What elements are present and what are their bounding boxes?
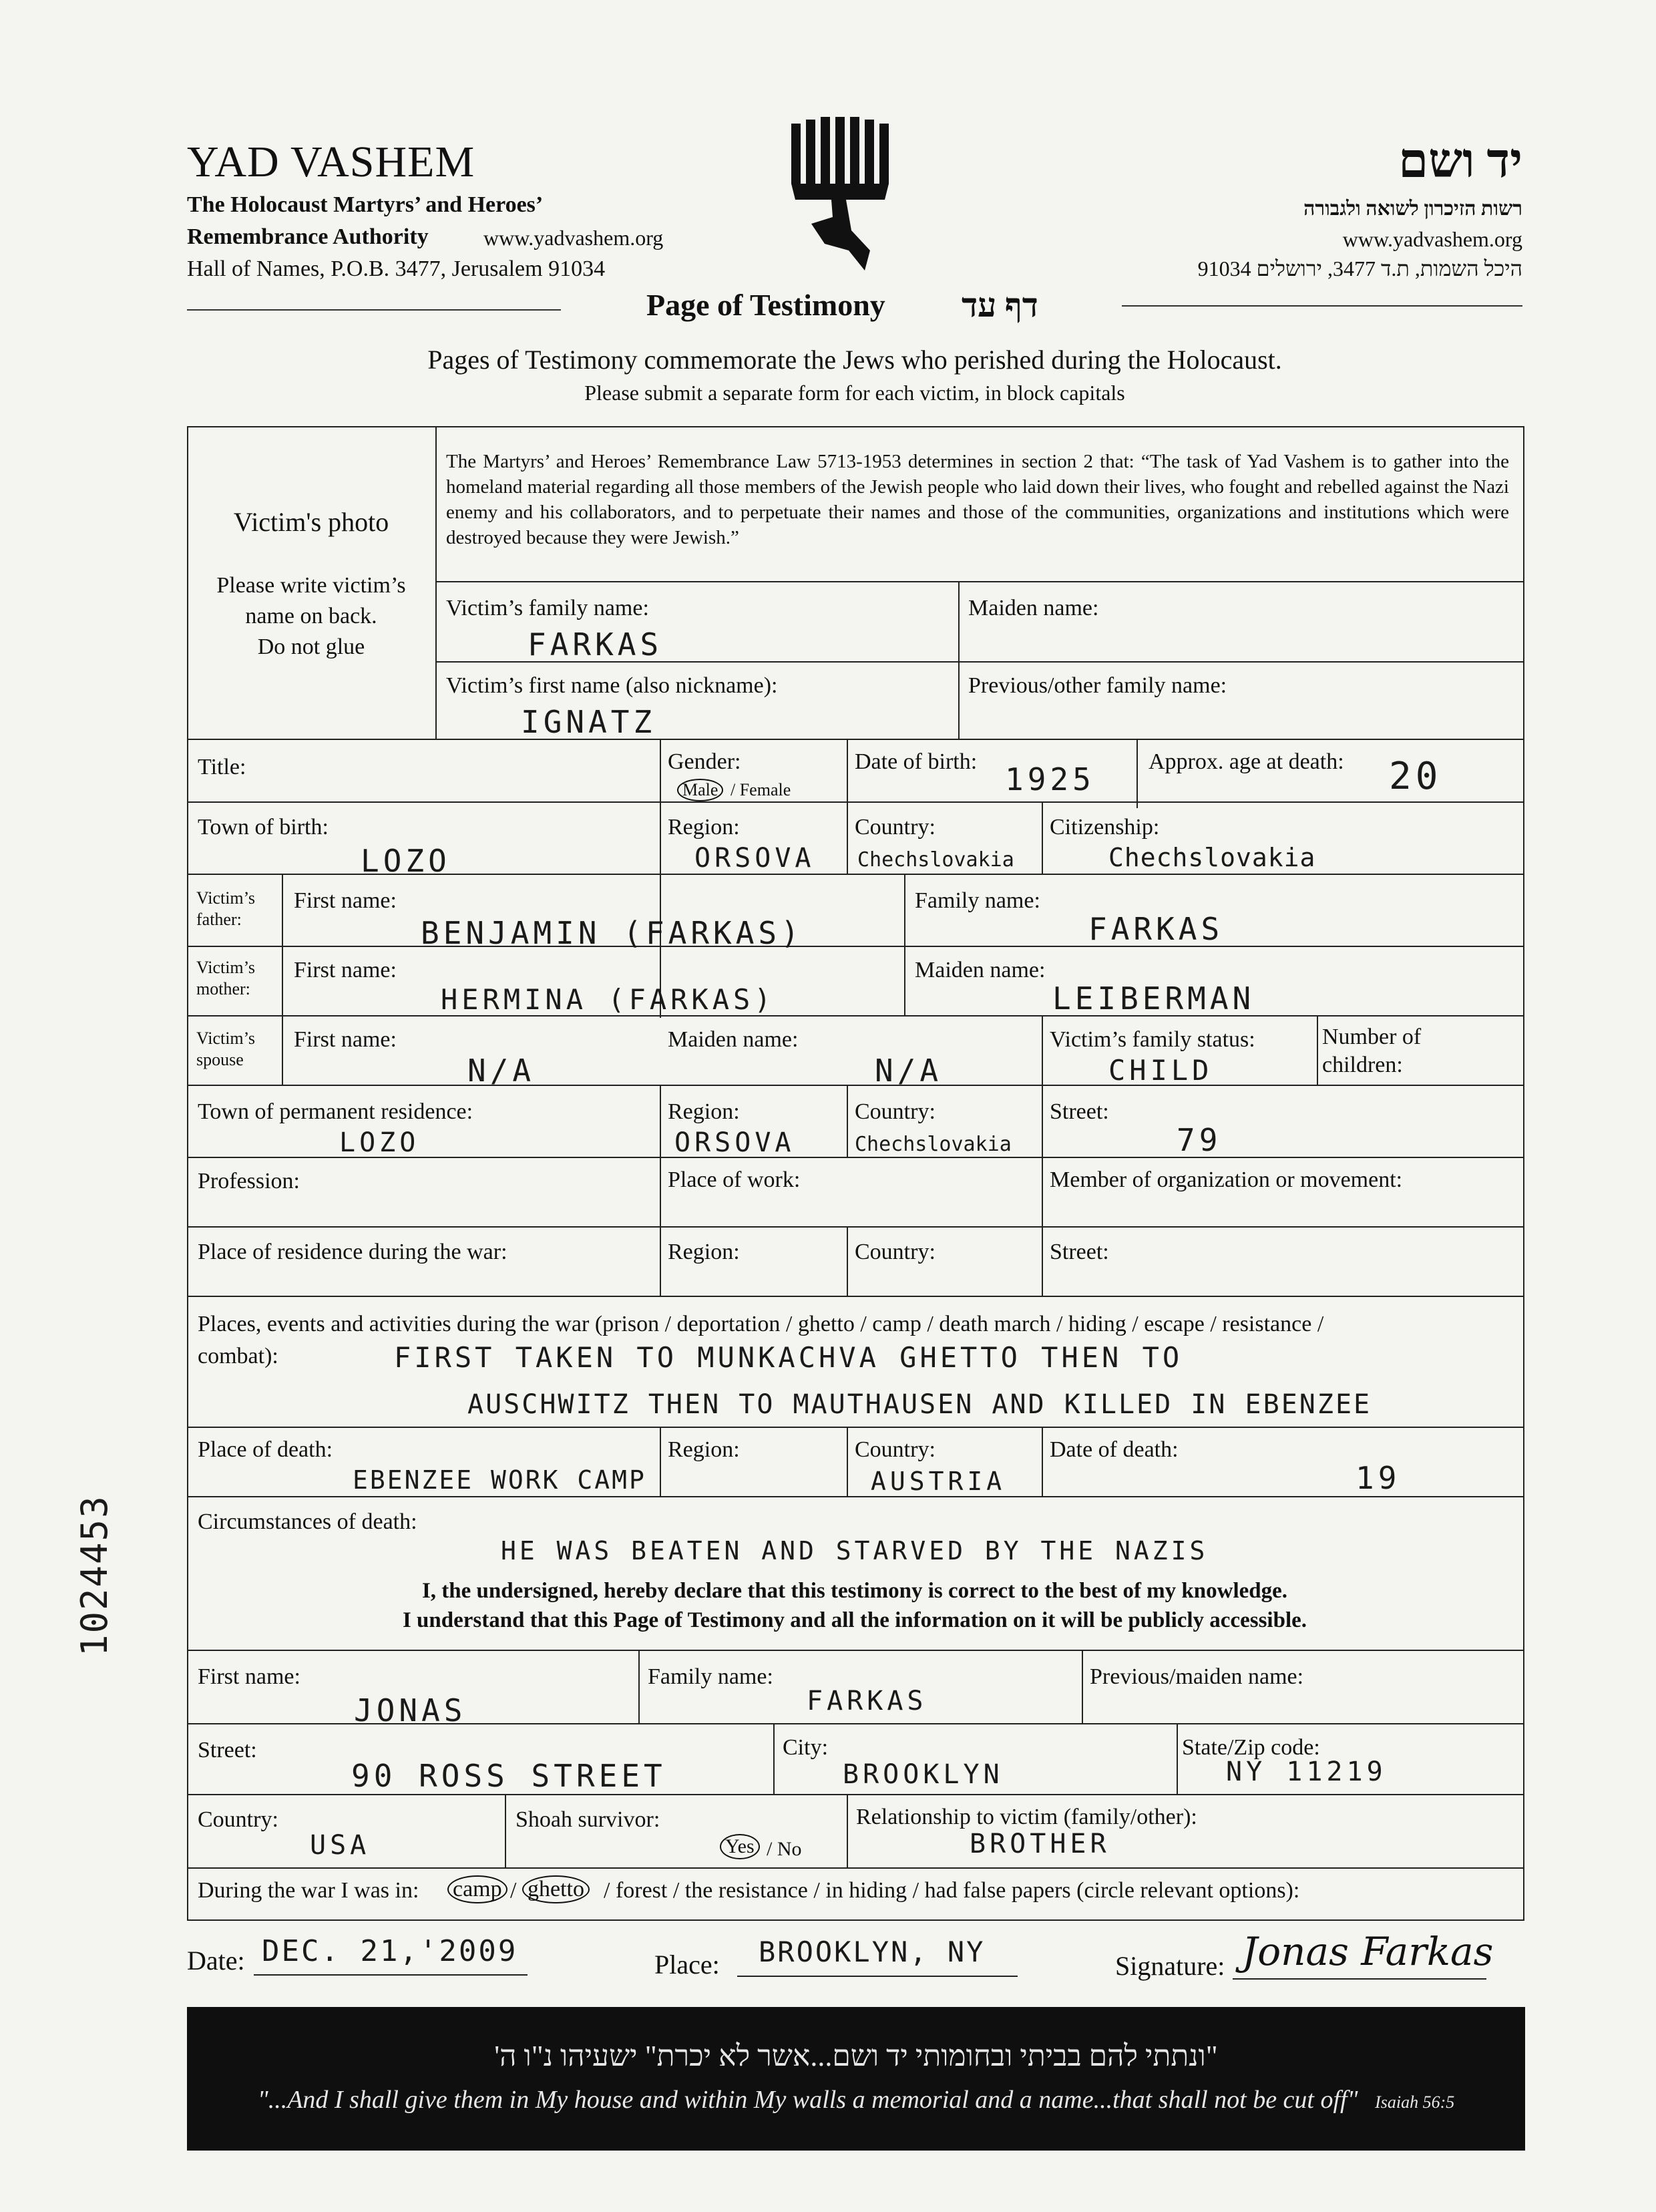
hebrew-authority: רשות הזיכרון לשואה ולגבורה <box>1303 198 1522 220</box>
dob-value[interactable]: 1925 <box>1005 761 1095 797</box>
mother-maiden-value[interactable]: LEIBERMAN <box>1052 980 1255 1017</box>
date-label: Date: <box>187 1946 245 1976</box>
family-name-value[interactable]: FARKAS <box>528 626 663 663</box>
spouse-label-2: spouse <box>196 1050 244 1069</box>
prev-family-label: Previous/other family name: <box>968 673 1227 698</box>
age-death-value[interactable]: 20 <box>1389 755 1442 798</box>
residence-war-label: Place of residence during the war: <box>198 1240 507 1264</box>
country-birth-value[interactable]: Chechslovakia <box>857 848 1014 872</box>
country-birth-label: Country: <box>855 815 936 840</box>
relationship-value[interactable]: BROTHER <box>970 1829 1110 1859</box>
town-residence-label: Town of permanent residence: <box>198 1099 473 1124</box>
family-name-label: Victim’s family name: <box>446 596 649 620</box>
authority-line-2: Remembrance Authority <box>187 224 429 249</box>
region-birth-value[interactable]: ORSOVA <box>694 843 815 874</box>
title-label: Title: <box>198 755 246 779</box>
profession-label: Profession: <box>198 1169 300 1193</box>
date-death-value[interactable]: 19 <box>1356 1460 1401 1496</box>
submitter-first-value[interactable]: JONAS <box>354 1692 467 1728</box>
places-events-label-2: combat): <box>198 1344 278 1368</box>
declaration-line-2: I understand that this Page of Testimony and all the information on it will be publicly accessible. <box>402 1608 1307 1632</box>
gender-female-option[interactable]: / Female <box>731 780 791 799</box>
photo-title: Victim's photo <box>233 507 389 537</box>
country-value[interactable]: USA <box>310 1830 371 1861</box>
dob-label: Date of birth: <box>855 749 978 774</box>
submitter-first-label: First name: <box>198 1664 300 1689</box>
place-death-value[interactable]: EBENZEE WORK CAMP <box>353 1465 646 1495</box>
place-work-label: Place of work: <box>668 1167 801 1192</box>
events-value-line-1[interactable]: FIRST TAKEN TO MUNKACHVA GHETTO THEN TO <box>394 1341 1183 1374</box>
place-line <box>737 1976 1018 1977</box>
age-death-label: Approx. age at death: <box>1149 749 1344 774</box>
spouse-maiden-label: Maiden name: <box>668 1027 799 1052</box>
hebrew-name: יד ושם <box>1398 134 1522 188</box>
street-label: Street: <box>198 1738 257 1763</box>
country-residence-value[interactable]: Chechslovakia <box>855 1133 1012 1156</box>
spouse-maiden-value[interactable]: N/A <box>875 1053 943 1089</box>
shoah-survivor-yes-circled[interactable]: Yes <box>720 1834 760 1859</box>
photo-note-2: name on back. <box>245 604 377 628</box>
footer-banner <box>187 2007 1525 2151</box>
war-option-slash: / <box>510 1878 517 1903</box>
spouse-first-label: First name: <box>294 1027 397 1052</box>
menorah-logo-icon <box>785 117 898 277</box>
subtitle: Pages of Testimony commemorate the Jews who perished during the Holocaust. <box>427 345 1282 375</box>
place-death-label: Place of death: <box>198 1437 333 1462</box>
authority-line-1: The Holocaust Martyrs’ and Heroes’ <box>187 192 544 217</box>
father-first-value[interactable]: BENJAMIN (FARKAS) <box>421 915 803 951</box>
date-line <box>254 1974 528 1976</box>
photo-note-1: Please write victim’s <box>216 573 406 598</box>
address-left: Hall of Names, P.O.B. 3477, Jerusalem 91034 <box>187 256 606 281</box>
signature-label: Signature: <box>1115 1951 1225 1981</box>
places-events-label-1: Places, events and activities during the war (prison / deportation / ghetto / camp / death march / hiding / escape / resistance / <box>198 1312 1324 1336</box>
relationship-label: Relationship to victim (family/other): <box>856 1805 1197 1829</box>
header-rule-right <box>1122 305 1522 307</box>
town-birth-label: Town of birth: <box>198 815 329 840</box>
english-quote: "...And I shall give them in My house and within My walls a memorial and a name...that shall not be cut off" <box>257 2086 1358 2114</box>
father-first-label: First name: <box>294 888 397 913</box>
website-right: www.yadvashem.org <box>1342 227 1522 251</box>
town-birth-value[interactable]: LOZO <box>361 843 451 879</box>
num-children-label-1: Number of <box>1322 1025 1422 1049</box>
header-rule-left <box>187 309 561 311</box>
first-name-label: Victim’s first name (also nickname): <box>446 673 778 698</box>
city-value[interactable]: BROOKLYN <box>843 1759 1004 1790</box>
hebrew-address: היכל השמות, ת.ד 3477, ירושלים 91034 <box>1197 256 1522 281</box>
region-war-label: Region: <box>668 1240 740 1264</box>
page-title-hebrew: דף עד <box>962 287 1038 324</box>
father-label-1: Victim’s <box>196 888 255 908</box>
country-war-label: Country: <box>855 1240 936 1264</box>
submitter-family-value[interactable]: FARKAS <box>807 1686 927 1716</box>
num-children-label-2: children: <box>1322 1053 1403 1077</box>
gender-male-circled[interactable]: Male <box>677 779 723 801</box>
shoah-survivor-label: Shoah survivor: <box>515 1807 660 1832</box>
region-residence-value[interactable]: ORSOVA <box>674 1127 795 1158</box>
family-status-value[interactable]: CHILD <box>1108 1054 1213 1087</box>
street-war-label: Street: <box>1050 1240 1109 1264</box>
margin-number: 1024453 <box>73 1495 116 1656</box>
prev-maiden-label: Previous/maiden name: <box>1090 1664 1304 1689</box>
spouse-first-value[interactable]: N/A <box>467 1053 536 1089</box>
date-death-label: Date of death: <box>1050 1437 1179 1462</box>
war-options-label: During the war I was in: <box>198 1878 419 1903</box>
website-left: www.yadvashem.org <box>483 226 664 250</box>
father-label-2: father: <box>196 910 242 929</box>
hebrew-quote: "ונתתי להם בביתי ובחומותי יד ושם...אשר לא יכרת" ישעיהו נ"ו ה' <box>494 2040 1218 2072</box>
shoah-survivor-no-option[interactable]: / No <box>767 1838 802 1860</box>
mother-first-label: First name: <box>294 958 397 982</box>
gender-label: Gender: <box>668 749 741 774</box>
mother-first-value[interactable]: HERMINA (FARKAS) <box>441 983 775 1016</box>
street-residence-value[interactable]: 79 <box>1177 1122 1222 1158</box>
state-zip-label: State/Zip code: <box>1182 1735 1320 1760</box>
signature-line <box>1233 1978 1486 1980</box>
town-residence-value[interactable]: LOZO <box>339 1127 420 1158</box>
war-option-ghetto-circled[interactable]: ghetto <box>522 1875 590 1903</box>
family-status-label: Victim’s family status: <box>1050 1027 1255 1052</box>
mother-label-2: mother: <box>196 979 250 998</box>
circumstances-value[interactable]: HE WAS BEATEN AND STARVED BY THE NAZIS <box>501 1536 1209 1565</box>
member-org-label: Member of organization or movement: <box>1050 1167 1403 1192</box>
submitter-family-label: Family name: <box>648 1664 773 1689</box>
mother-maiden-label: Maiden name: <box>915 958 1046 982</box>
first-name-value[interactable]: IGNATZ <box>521 704 656 740</box>
country-label: Country: <box>198 1807 278 1832</box>
photo-note-3: Do not glue <box>257 634 365 659</box>
quote-citation: Isaiah 56:5 <box>1375 2092 1455 2112</box>
page-title: Page of Testimony <box>646 288 885 322</box>
war-option-camp-circled[interactable]: camp <box>447 1875 507 1903</box>
country-death-label: Country: <box>855 1437 936 1462</box>
state-zip-value[interactable]: NY 11219 <box>1226 1757 1387 1787</box>
events-value-line-2[interactable]: AUSCHWITZ THEN TO MAUTHAUSEN AND KILLED IN EBENZEE <box>467 1389 1372 1420</box>
date-value[interactable]: DEC. 21,'2009 <box>262 1934 518 1968</box>
law-text: The Martyrs’ and Heroes’ Remembrance Law 5713-1953 determines in section 2 that: “The task of Yad Vashem is to gather into the homeland material regarding all those members of the Jewish people who laid down their lives, who fought and rebelled against the Nazi enemy and his collaborators, and to perpetuate their names and those of the communities, organizations and institutions which were destroyed because they were Jewish.” <box>446 451 1509 548</box>
spouse-label-1: Victim’s <box>196 1029 255 1048</box>
city-label: City: <box>783 1735 829 1760</box>
instruction: Please submit a separate form for each victim, in block capitals <box>584 381 1125 405</box>
street-value[interactable]: 90 ROSS STREET <box>351 1758 666 1794</box>
father-family-label: Family name: <box>915 888 1040 913</box>
region-death-label: Region: <box>668 1437 740 1462</box>
citizenship-value[interactable]: Chechslovakia <box>1108 843 1316 872</box>
region-birth-label: Region: <box>668 815 740 840</box>
region-residence-label: Region: <box>668 1099 740 1124</box>
war-options-rest: / forest / the resistance / in hiding / had false papers (circle relevant options): <box>604 1878 1300 1903</box>
country-death-value[interactable]: AUSTRIA <box>871 1467 1006 1496</box>
country-residence-label: Country: <box>855 1099 936 1124</box>
street-residence-label: Street: <box>1050 1099 1109 1124</box>
father-family-value[interactable]: FARKAS <box>1088 911 1224 947</box>
citizenship-label: Citizenship: <box>1050 815 1160 840</box>
declaration-line-1: I, the undersigned, hereby declare that this testimony is correct to the best of my knowledge. <box>421 1579 1288 1603</box>
circumstances-label: Circumstances of death: <box>198 1509 417 1534</box>
signature-value[interactable]: Jonas Farkas <box>1242 1929 1494 1974</box>
mother-label-1: Victim’s <box>196 958 255 977</box>
place-value[interactable]: BROOKLYN, NY <box>759 1936 986 1968</box>
org-name: YAD VASHEM <box>187 138 475 186</box>
maiden-name-label: Maiden name: <box>968 596 1099 620</box>
place-label: Place: <box>654 1950 720 1980</box>
